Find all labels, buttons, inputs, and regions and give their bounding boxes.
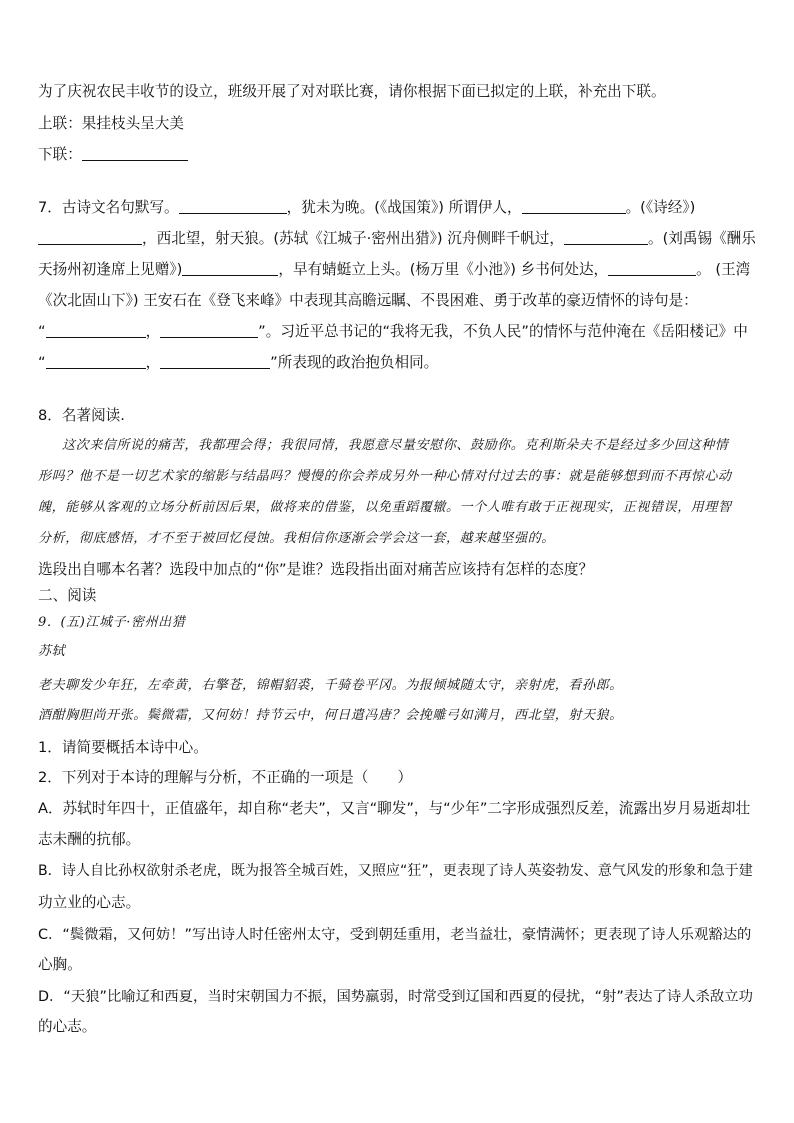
section-2-title: 二、阅读 [38, 587, 97, 604]
q7-text: 。(刘禹锡《酬乐 [648, 230, 756, 247]
q7-text: ”。习近平总书记的“我将无我，不负人民”的情怀与范仲淹在《岳阳楼记》中 [258, 323, 748, 340]
q9-option-a-line-2: 志未酬的抗郁。 [38, 831, 141, 848]
answer-blank[interactable] [160, 354, 270, 369]
q7-text: “ [38, 323, 46, 340]
q7-line-6 [38, 353, 756, 373]
answer-blank[interactable] [608, 261, 696, 276]
q7-line-5 [38, 322, 756, 342]
q7-text: ，西北望，射天狼。(苏轼《江城子·密州出猎》) 沉舟侧畔千帆过， [142, 230, 564, 247]
q6-lower-label: 下联： [38, 146, 82, 163]
q9-poem-title: 9．(五)江城子·密州出猎 [38, 615, 186, 630]
answer-blank[interactable] [522, 199, 626, 214]
q7-line-3 [38, 260, 756, 280]
q7-text: ，早有蜻蜓立上头。(杨万里《小池》) 乡书何处达， [278, 261, 609, 278]
q7-text: 7．古诗文名句默写。 [38, 199, 179, 216]
answer-blank[interactable] [182, 261, 278, 276]
q7-text: 。 (王湾 [696, 261, 751, 278]
q7-line-4: 《次北固山下》) 王安石在《登飞来峰》中表现其高瞻远瞩、不畏困难、勇于改革的豪迈情怀的诗句是： [38, 292, 698, 309]
q7-line-2 [38, 229, 756, 249]
q7-text: ， [145, 354, 161, 371]
answer-blank[interactable] [46, 323, 146, 338]
q7-text: “ [38, 354, 46, 371]
q9-option-d-line-1: D．“天狼”比喻辽和西夏，当时宋朝国力不振，国势羸弱，时常受到辽国和西夏的侵扰，“射”表达了诗人杀敌立功 [38, 989, 753, 1005]
q9-subquestion-1: 1．请简要概括本诗中心。 [38, 739, 208, 756]
q6-intro: 为了庆祝农民丰收节的设立，班级开展了对对联比赛，请你根据下面已拟定的上联，补充出下联。 [38, 83, 666, 100]
q8-question: 选段出自哪本名著？选段中加点的“你”是谁？选段指出面对痛苦应该持有怎样的态度？ [38, 561, 594, 578]
q9-option-b-line-2: 功立业的心志。 [38, 894, 141, 911]
q8-passage-line-3: 魄，能够从客观的立场分析前因后果，做将来的借鉴，以免重蹈覆辙。一个人唯有敢于正视现实，正视错误，用理智 [38, 500, 732, 515]
q6-lower-couplet [38, 145, 756, 165]
q9-option-c-line-1: C．“鬓微霜，又何妨！”写出诗人时任密州太守，受到朝廷重用，老当益壮，豪情满怀；更表现了诗人乐观豁达的 [38, 927, 752, 943]
q8-passage-line-1: 这次来信所说的痛苦，我都理会得；我很同情，我愿意尽量安慰你、鼓励你。克利斯朵夫不是经过多少回这种情 [62, 438, 729, 453]
q9-option-c-line-2: 心胸。 [38, 956, 82, 973]
q7-text: 。(《诗经》) [625, 199, 696, 216]
answer-blank[interactable] [564, 230, 648, 245]
q7-text: 天扬州初逢席上见赠》) [38, 261, 183, 278]
answer-blank[interactable] [160, 323, 258, 338]
answer-blank[interactable] [179, 199, 287, 214]
q9-poem-line-1: 老夫聊发少年狂，左牵黄，右擎苍，锦帽貂裘，千骑卷平冈。为报倾城随太守，亲射虎，看孙郎。 [38, 678, 623, 693]
answer-blank[interactable] [46, 354, 146, 369]
q9-poem-author: 苏轼 [38, 644, 66, 659]
q7-text: ，犹未为晚。(《战国策》) 所谓伊人， [286, 199, 522, 216]
q7-text: ， [145, 323, 161, 340]
answer-blank[interactable] [38, 230, 142, 245]
q9-option-b-line-1: B．诗人自比孙权欲射杀老虎，既为报答全城百姓，又照应“狂”，更表现了诗人英姿勃发、意气风发的形象和急于建 [38, 863, 753, 879]
q8-passage-line-2: 形吗？他不是一切艺术家的缩影与结晶吗？慢慢的你会养成另外一种心情对付过去的事：就是能够想到而不再惊心动 [38, 469, 732, 484]
q9-subquestion-2: 2．下列对于本诗的理解与分析，不正确的一项是（ ） [38, 769, 413, 786]
q6-upper-couplet: 上联：果挂枝头呈大美 [38, 115, 184, 132]
answer-blank[interactable] [82, 146, 188, 161]
q9-poem-line-2: 酒酣胸胆尚开张。鬓微霜，又何妨！持节云中，何日遣冯唐？会挽雕弓如满月，西北望，射天狼。 [38, 708, 623, 723]
q7-line-1 [38, 198, 756, 218]
q8-passage-line-4: 分析，彻底感悟，才不至于被回忆侵蚀。我相信你逐渐会学会这一套，越来越坚强的。 [38, 531, 555, 546]
q9-option-d-line-2: 的心志。 [38, 1018, 97, 1035]
q8-title: 8．名著阅读. [38, 407, 125, 424]
q7-text: ”所表现的政治抱负相同。 [270, 354, 439, 371]
q9-option-a-line-1: A．苏轼时年四十，正值盛年，却自称“老夫”，又言“聊发”，与“少年”二字形成强烈反差，流露出岁月易逝却壮 [38, 800, 751, 817]
